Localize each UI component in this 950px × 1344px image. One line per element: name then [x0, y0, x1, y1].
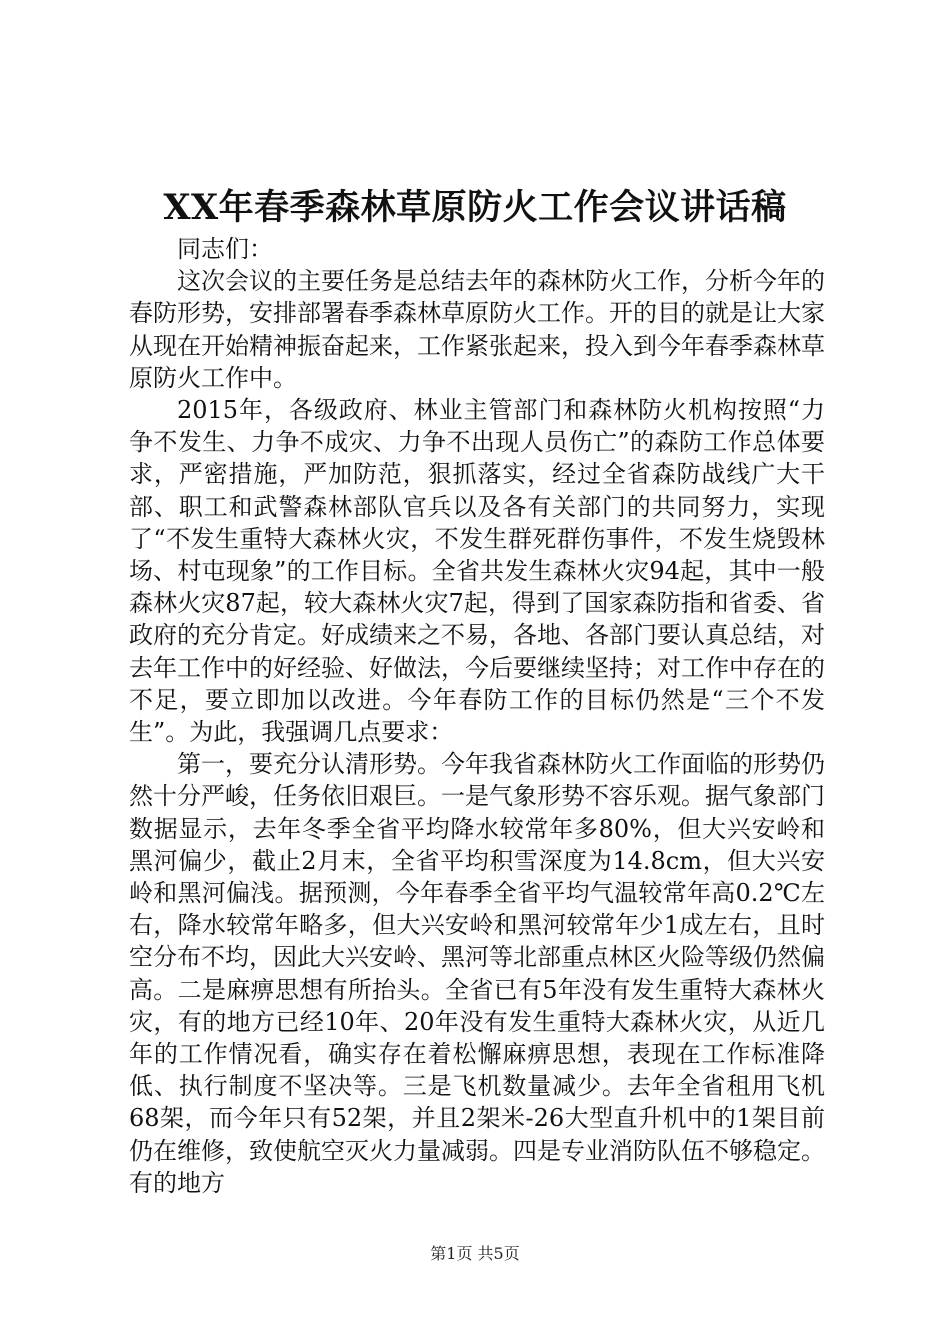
page-number-footer: 第1页 共5页 — [430, 1244, 520, 1263]
greeting-paragraph: 同志们： — [177, 235, 273, 263]
document-body — [129, 233, 825, 1199]
body-paragraph-2: 2015年，各级政府、林业主管部门和森林防火机构按照“力争不发生、力争不成灾、力争不出现人员伤亡”的森防工作总体要求，严密措施，严加防范，狠抓落实，经过全省森防战线广大干部、职工和武警森林部队官兵以及各有关部门的共同努力，实现了“不发生重特大森林火灾，不发生群死群伤事件，不发生烧毁林场、村屯现象”的工作目标。全省共发生森林火灾94起，其中一般森林火灾87起，较大森林火灾7起，得到了国家森防指和省委、省政府的充分肯定。好成绩来之不易，各地、各部门要认真总结，对去年工作中的好经验、好做法，今后要继续坚持；对工作中存在的不足，要立即加以改进。今年春防工作的目标仍然是“三个不发生”。为此，我强调几点要求： — [129, 396, 825, 747]
body-paragraph-1: 这次会议的主要任务是总结去年的森林防火工作，分析今年的春防形势，安排部署春季森林草原防火工作。开的目的就是让大家从现在开始精神振奋起来，工作紧张起来，投入到今年春季森林草原防火工作中。 — [129, 267, 825, 392]
document-title: XX年春季森林草原防火工作会议讲话稿 — [163, 187, 787, 228]
body-paragraph-3: 第一，要充分认清形势。今年我省森林防火工作面临的形势仍然十分严峻，任务依旧艰巨。一是气象形势不容乐观。据气象部门数据显示，去年冬季全省平均降水较常年多80%，但大兴安岭和黑河偏少，截止2月末，全省平均积雪深度为14.8cm，但大兴安岭和黑河偏浅。据预测，今年春季全省平均气温较常年高0.2℃左右，降水较常年略多，但大兴安岭和黑河较常年少1成左右，且时空分布不均，因此大兴安岭、黑河等北部重点林区火险等级仍然偏高。二是麻痹思想有所抬头。全省已有5年没有发生重特大森林火灾，有的地方已经10年、20年没有发生重特大森林火灾，从近几年的工作情况看，确实存在着松懈麻痹思想，表现在工作标准降低、执行制度不坚决等。三是飞机数量减少。去年全省租用飞机68架，而今年只有52架，并且2架米-26大型直升机中的1架目前仍在维修，致使航空灭火力量减弱。四是专业消防队伍不够稳定。有的地方 — [129, 750, 825, 1197]
